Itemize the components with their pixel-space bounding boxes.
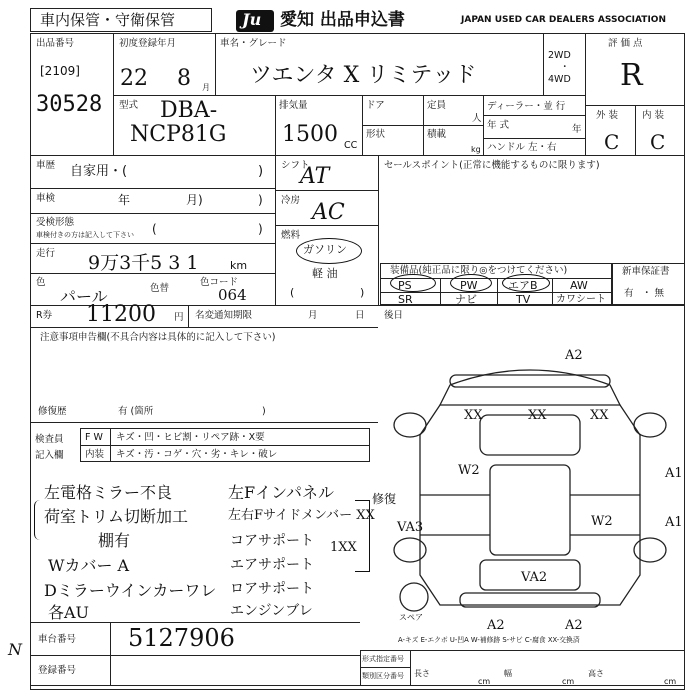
first-reg-month-suffix: 月: [202, 83, 210, 92]
equip-sr: SR: [398, 293, 413, 306]
displacement-label: 排気量: [279, 100, 308, 111]
tax-label: 名変通知期限: [195, 310, 253, 321]
aircon-label: 冷房: [281, 195, 301, 206]
color-change-label: 色替: [150, 283, 170, 294]
recycle-label: R券: [36, 310, 53, 321]
note-13: エンジンブレ: [230, 603, 313, 619]
repair-label: 修復歴: [38, 406, 67, 417]
type-line1: DBA-: [160, 98, 218, 123]
dealer-label: ディーラー・並 行: [487, 101, 566, 112]
diagram-mark-3: XX: [528, 408, 547, 423]
type-label: 型式: [119, 100, 139, 111]
reg-no-label: 登録番号: [38, 665, 77, 676]
diagram-mark-2: XX: [464, 408, 483, 423]
length-label: 長さ: [414, 669, 430, 678]
registration-label: 受検形態: [36, 217, 75, 228]
registration-close: ): [258, 222, 263, 236]
diagram-mark-1: A2: [565, 348, 583, 363]
mileage-unit: km: [230, 259, 248, 272]
load-unit: kg: [471, 145, 481, 154]
chassis-label: 車台番号: [38, 634, 77, 645]
repair-close: ): [262, 406, 266, 417]
diagram-mark-8: A1: [665, 515, 683, 530]
lot-label: 出品番号: [36, 38, 75, 49]
type-line2: NCP81G: [130, 122, 227, 147]
ju-logo-text: Ju: [242, 10, 262, 29]
width-label: 幅: [504, 669, 512, 678]
note-4: Wカバー A: [48, 556, 130, 575]
drive-dot: ・: [560, 62, 570, 73]
shaken-label: 車検: [36, 193, 56, 204]
repair-value: 有 (箇所: [118, 406, 154, 417]
shape-label: 形状: [366, 129, 386, 140]
grade-label: 評 価 点: [608, 38, 643, 49]
note-9: 修復: [372, 492, 397, 506]
shaken-month: 月): [186, 193, 203, 207]
note-10: コアサポート: [230, 533, 314, 549]
sales-point-label: セールスポイント(正常に機能するものに限ります): [384, 160, 600, 171]
lot-number: 30528: [36, 92, 103, 117]
inspector-fw-items: キズ・凹・ヒビ割・リペア跡・X要: [116, 432, 265, 443]
dimension-box: [360, 650, 685, 686]
color-label: 色: [36, 277, 46, 288]
note-5: Dミラーウインカーワレ: [44, 581, 217, 600]
note-bracket: [355, 500, 370, 572]
exterior-label: 外 装: [596, 110, 619, 121]
fuel-selected: ガソリン: [303, 243, 347, 256]
spare-label: スペア: [399, 613, 423, 622]
new-warranty-label: 新車保証書: [622, 266, 670, 277]
color-value: パール: [60, 287, 108, 306]
model-label: 車名・グレード: [220, 38, 287, 49]
equip-aw: AW: [570, 279, 588, 292]
after-label: 後日: [384, 310, 404, 321]
fuel-circle: [296, 238, 362, 264]
model-value: ツエンタ X リミテッド: [250, 63, 477, 88]
note-6: 各AU: [48, 603, 90, 622]
dimension-label: 形式指定番号: [362, 655, 404, 663]
shift-value: AT: [300, 164, 330, 189]
color-code-value: 064: [218, 286, 247, 304]
year-label: 年 式: [487, 120, 510, 131]
year-unit: 年: [572, 124, 582, 135]
inspector-in: 内装: [85, 449, 105, 460]
fuel-label: 燃料: [281, 230, 301, 241]
tax-month: 月: [308, 310, 318, 321]
color-code-label: 色コード: [200, 277, 239, 288]
mileage-value: 9万3千5 3 1: [88, 252, 199, 274]
height-label: 高さ: [588, 669, 604, 678]
equip-ps: PS: [398, 279, 412, 292]
shaken-year: 年: [118, 193, 131, 207]
chassis-value: 5127906: [128, 624, 235, 652]
inspector-fw: F W: [85, 432, 103, 443]
equip-navi: ナビ: [455, 293, 477, 306]
new-warranty-yes: 有: [624, 288, 634, 299]
equip-airbag-circle: [502, 274, 550, 292]
lot-sub: [2109]: [40, 64, 80, 78]
category-label: 車内保管・守衛保管: [40, 11, 176, 29]
new-warranty-no: ・ 無: [642, 288, 665, 299]
fuel-option2: 軽 油: [312, 267, 338, 280]
association-name: JAPAN USED CAR DEALERS ASSOCIATION: [461, 15, 666, 25]
equip-ps-circle: [390, 274, 436, 292]
inspector-label1: 検査員: [35, 434, 64, 445]
equip-leather: カワシート: [556, 294, 606, 305]
first-reg-year: 22: [120, 66, 148, 91]
car-diagram: [380, 345, 685, 635]
note-7: 左Fインパネル: [228, 483, 334, 502]
exterior-value: C: [604, 130, 620, 154]
width-unit: cm: [562, 677, 575, 686]
capacity-label: 定員: [427, 100, 447, 111]
door-label: ドア: [366, 100, 385, 111]
first-reg-label: 初度登録年月: [119, 38, 177, 49]
interior-label: 内 装: [642, 110, 665, 121]
notes-label: 注意事項申告欄(不具合内容は具体的に記入して下さい): [40, 332, 276, 343]
diagram-mark-7: W2: [591, 514, 613, 529]
history-value: 自家用・(: [70, 164, 128, 179]
capacity-unit: 人: [472, 113, 482, 124]
note-11: エアサポート: [230, 557, 314, 573]
drive-4wd: 4WD: [548, 74, 571, 85]
note-14: 1XX: [330, 540, 357, 555]
first-reg-month: 8: [177, 66, 191, 91]
shaken-close: ): [258, 193, 263, 207]
displacement-value: 1500: [282, 122, 338, 147]
tax-day: 日: [355, 310, 365, 321]
note-3: 棚有: [98, 531, 131, 550]
history-close: ): [258, 164, 264, 179]
inspector-label2: 記入欄: [35, 450, 64, 461]
registration-note: 車検付きの方は記入して下さい: [36, 231, 134, 239]
registration-open: (: [152, 222, 157, 236]
damage-legend: A-キズ E-エクボ U-凹A W-補修跡 S-サビ C-腐食 XX-交換済: [398, 636, 580, 644]
length-unit: cm: [478, 677, 491, 686]
mileage-label: 走行: [36, 248, 56, 259]
shift-label: シフト: [281, 160, 310, 171]
note-2: 荷室トリム切断加工: [44, 507, 189, 526]
height-unit: cm: [664, 677, 677, 686]
form-title: 愛知 出品申込書: [280, 10, 405, 30]
note-12: ロアサポート: [230, 581, 314, 597]
inspector-in-items: キズ・汚・コゲ・穴・劣・キレ・破レ: [116, 449, 278, 460]
equip-airbag: エアB: [508, 279, 538, 292]
load-label: 積載: [427, 129, 447, 140]
equip-pw-circle: [450, 274, 492, 292]
note-bracket-left: [34, 500, 43, 540]
equipment-label: 装備品(純正品に限り◎をつけてください): [390, 265, 568, 276]
recycle-value: 11200: [86, 302, 156, 327]
recycle-unit: 円: [174, 312, 184, 323]
equip-pw: PW: [460, 279, 478, 292]
diagram-mark-11: A2: [487, 618, 505, 633]
fuel-paren-close: ): [360, 286, 365, 299]
grade-value: R: [620, 58, 643, 93]
equip-tv: TV: [516, 293, 531, 306]
fuel-paren: (: [290, 286, 295, 299]
diagram-mark-12: A2: [565, 618, 583, 633]
diagram-mark-6: A1: [665, 466, 683, 481]
displacement-unit: CC: [344, 140, 358, 151]
note-8: 左右Fサイドメンバー XX: [228, 508, 375, 523]
dimension-label2: 類別区分番号: [362, 672, 404, 680]
diagram-mark-5: W2: [458, 463, 480, 478]
diagram-mark-4: XX: [590, 408, 609, 423]
history-label: 車歴: [36, 160, 56, 171]
aircon-value: AC: [312, 200, 345, 225]
margin-mark: N: [8, 640, 22, 659]
drive-2wd: 2WD: [548, 50, 571, 61]
diagram-mark-10: VA2: [521, 570, 548, 585]
diagram-mark-9: VA3: [397, 520, 424, 535]
handle-label: ハンドル 左・右: [487, 142, 557, 153]
note-1: 左電格ミラー不良: [44, 483, 173, 502]
interior-value: C: [650, 130, 666, 154]
